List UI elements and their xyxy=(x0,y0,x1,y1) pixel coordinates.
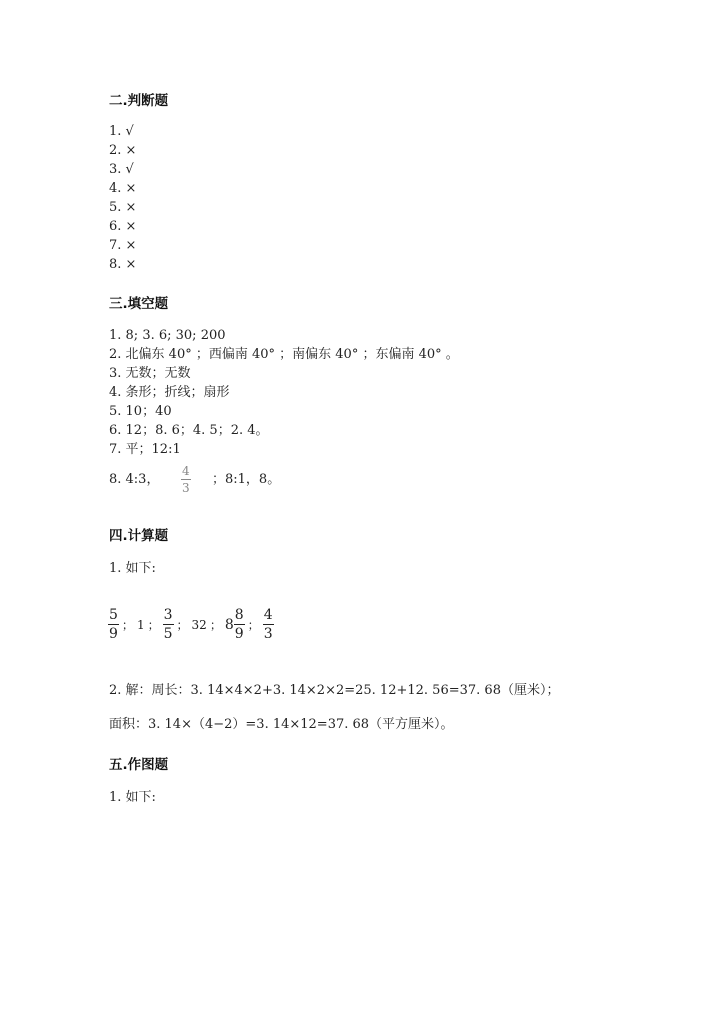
section-title-drawing: 五.作图题 xyxy=(109,757,169,773)
fraction-denominator: 9 xyxy=(109,626,118,642)
fill-answer-7: 7. 平；12:1 xyxy=(109,442,181,457)
fraction-numerator: 5 xyxy=(109,607,118,623)
fill-answer-3: 3. 无数；无数 xyxy=(109,366,191,381)
fill-answer-2: 2. 北偏东 40° ；西偏南 40° ；南偏东 40° ；东偏南 40° 。 xyxy=(109,347,459,362)
fill-answer-8-fraction xyxy=(181,465,191,494)
judgment-answer-1: 1. √ xyxy=(109,124,134,139)
separator: ； xyxy=(247,618,260,632)
judgment-answer-3: 3. √ xyxy=(109,162,134,177)
fraction-denominator: 3 xyxy=(182,481,190,495)
fraction-numerator: 4 xyxy=(182,464,190,478)
separator: ； xyxy=(209,618,222,632)
section-title-judgment: 二.判断题 xyxy=(109,93,169,109)
section-title-calculation: 四.计算题 xyxy=(109,528,169,544)
fraction-denominator: 3 xyxy=(263,626,273,642)
fraction-numerator: 4 xyxy=(263,607,273,623)
separator: ； xyxy=(147,618,160,632)
calc-q2-line-2: 面积：3. 14×（4−2）=3. 14×12=37. 68（平方厘米）。 xyxy=(109,717,454,732)
judgment-answer-4: 4. × xyxy=(109,181,137,196)
judgment-answer-5: 5. × xyxy=(109,200,137,215)
judgment-answer-6: 6. × xyxy=(109,219,137,234)
separator: ； xyxy=(121,618,134,632)
judgment-answer-8: 8. × xyxy=(109,257,137,272)
answer-fraction-8-9 xyxy=(234,608,245,641)
separator: ； xyxy=(176,618,189,632)
fill-answer-1: 1. 8; 3. 6; 30; 200 xyxy=(109,328,226,343)
answer-integer-32: 32 xyxy=(191,617,207,632)
drawing-q1-label: 1. 如下: xyxy=(109,790,156,805)
fraction-denominator: 5 xyxy=(163,626,173,642)
fraction-denominator: 9 xyxy=(234,626,244,642)
fraction-numerator: 3 xyxy=(163,607,173,623)
calc-q2-line-1: 2. 解：周长：3. 14×4×2+3. 14×2×2=25. 12+12. 56=37. 68（厘米）； xyxy=(109,683,560,698)
fill-answer-8-prefix: 8. 4:3， xyxy=(109,472,160,487)
answer-mixed-whole: 8 xyxy=(224,616,234,633)
answer-integer-1: 1 xyxy=(136,617,145,632)
answer-fraction-3-5 xyxy=(163,608,174,641)
fill-answer-6: 6. 12；8. 6；4. 5；2. 4。 xyxy=(109,423,269,438)
judgment-answer-2: 2. × xyxy=(109,143,137,158)
section-title-fill-blank: 三.填空题 xyxy=(109,296,169,312)
calc-q1-answers xyxy=(108,608,274,641)
fill-answer-4: 4. 条形；折线；扇形 xyxy=(109,385,230,400)
answer-fraction-4-3 xyxy=(263,608,274,641)
answer-fraction-5-9 xyxy=(108,608,119,641)
judgment-answer-7: 7. × xyxy=(109,238,137,253)
fraction-numerator: 8 xyxy=(234,607,244,623)
fill-answer-5: 5. 10；40 xyxy=(109,404,172,419)
calc-q1-label: 1. 如下: xyxy=(109,561,156,576)
fill-answer-8-suffix: ；8:1，8。 xyxy=(212,472,281,487)
